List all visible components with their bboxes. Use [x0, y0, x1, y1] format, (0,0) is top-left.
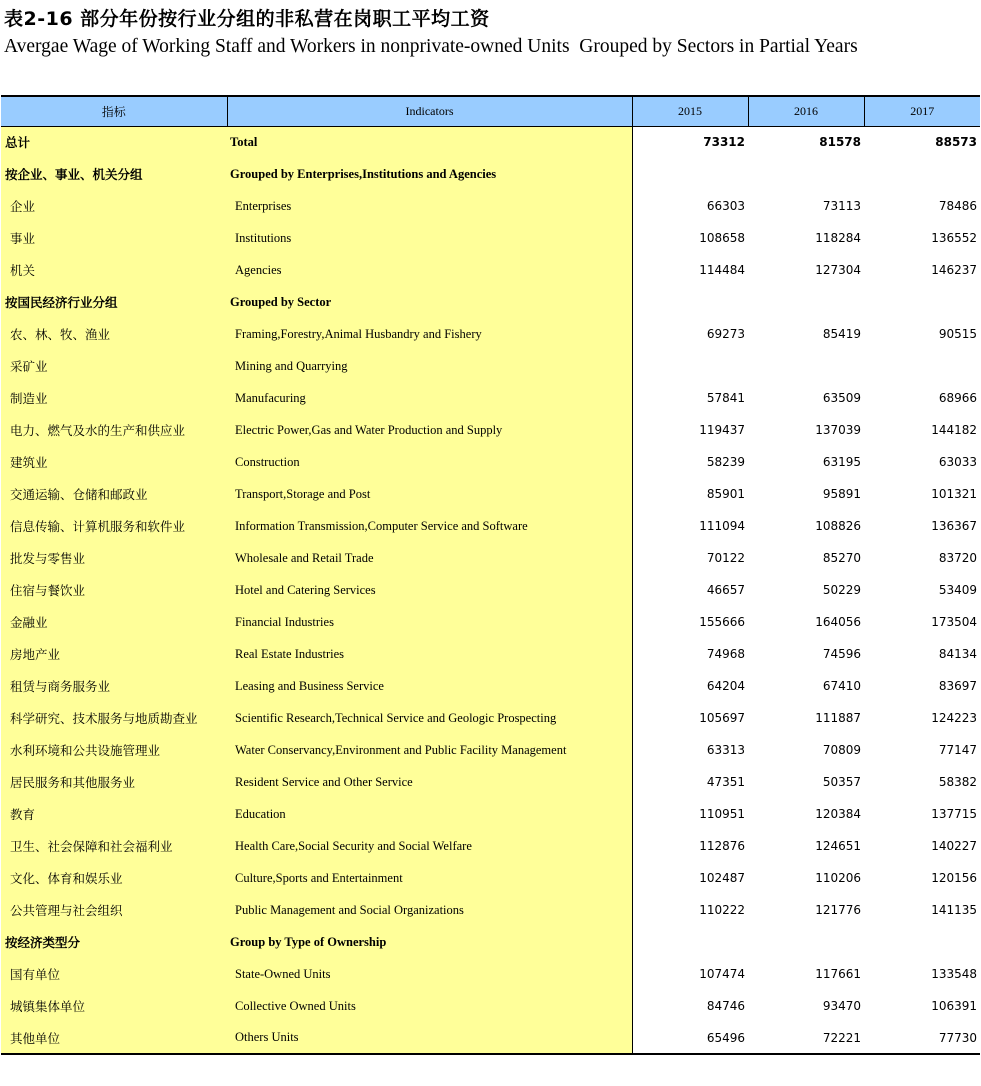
indicator-cn-cell: 水利环境和公共设施管理业: [1, 734, 227, 766]
value-cell-2016: 111887: [815, 711, 861, 725]
indicator-cn-cell: 城镇集体单位: [1, 990, 227, 1022]
value-cell-2015: 107474: [699, 967, 745, 981]
value-cell-2016: 73113: [822, 199, 861, 213]
value-cell-2017: 78486: [938, 199, 977, 213]
indicator-cn-cell: 信息传输、计算机服务和软件业: [1, 510, 227, 542]
table-title-chinese: 表2-16 部分年份按行业分组的非私营在岗职工平均工资: [4, 8, 490, 30]
indicator-cn-cell: 国有单位: [1, 958, 227, 990]
wage-table: [1, 95, 980, 1055]
indicator-en-cell: Institutions: [227, 222, 632, 254]
indicator-en-cell: Grouped by Enterprises,Institutions and Agencies: [227, 158, 632, 190]
header-indicator-cn: 指标: [1, 96, 227, 126]
indicator-en-cell: Others Units: [227, 1022, 632, 1054]
table-body: [1, 126, 980, 1054]
indicator-en-cell: Agencies: [227, 254, 632, 286]
table-row: [1, 670, 980, 702]
value-cell-2017: 84134: [938, 647, 977, 661]
value-cell-2016: 137039: [815, 423, 861, 437]
value-cell-2016: 63509: [822, 391, 861, 405]
value-cell-2016: 67410: [822, 679, 861, 693]
table-row: [1, 990, 980, 1022]
table-row: [1, 958, 980, 990]
indicator-en-cell: Wholesale and Retail Trade: [227, 542, 632, 574]
value-cell-2017: 146237: [931, 263, 977, 277]
table-header: [1, 96, 980, 126]
indicator-cn-cell: 采矿业: [1, 350, 227, 382]
indicator-en-cell: Public Management and Social Organizations: [227, 894, 632, 926]
table-row: [1, 830, 980, 862]
indicator-cn-cell: 卫生、社会保障和社会福利业: [1, 830, 227, 862]
value-cell-2016: 95891: [822, 487, 861, 501]
value-cell-2015: 57841: [706, 391, 745, 405]
value-cell-2016: 127304: [815, 263, 861, 277]
value-cell-2015: 102487: [699, 871, 745, 885]
value-cell-2015: 84746: [706, 999, 745, 1013]
value-cell-2016: 110206: [815, 871, 861, 885]
value-cell-2016: 81578: [819, 135, 861, 150]
indicator-cn-cell: 按经济类型分: [1, 926, 227, 958]
indicator-cn-cell: 总计: [1, 126, 227, 158]
table-row: [1, 478, 980, 510]
indicator-cn-cell: 公共管理与社会组织: [1, 894, 227, 926]
value-cell-2016: [748, 158, 864, 190]
indicator-en-cell: Total: [227, 126, 632, 158]
header-indicator-en: Indicators: [227, 96, 632, 126]
value-cell-2017: 137715: [931, 807, 977, 821]
group-header-row: [1, 158, 980, 190]
indicator-en-cell: Real Estate Industries: [227, 638, 632, 670]
header-row: [1, 96, 980, 126]
table-title-english: Avergae Wage of Working Staff and Workers in nonprivate-owned Units Grouped by Sectors in Partial Years: [4, 36, 858, 57]
value-cell-2016: 63195: [822, 455, 861, 469]
value-cell-2017: 83697: [938, 679, 977, 693]
indicator-en-cell: Hotel and Catering Services: [227, 574, 632, 606]
value-cell-2016: 74596: [822, 647, 861, 661]
value-cell-2017: 90515: [938, 327, 977, 341]
indicator-en-cell: Financial Industries: [227, 606, 632, 638]
value-cell-2016: 93470: [822, 999, 861, 1013]
value-cell-2017: 133548: [931, 967, 977, 981]
indicator-en-cell: Electric Power,Gas and Water Production and Supply: [227, 414, 632, 446]
value-cell-2016: 118284: [815, 231, 861, 245]
value-cell-2015: 63313: [706, 743, 745, 757]
value-cell-2017: [864, 350, 980, 382]
table-row: [1, 382, 980, 414]
indicator-en-cell: Leasing and Business Service: [227, 670, 632, 702]
value-cell-2017: 124223: [931, 711, 977, 725]
indicator-en-cell: Group by Type of Ownership: [227, 926, 632, 958]
value-cell-2017: [864, 158, 980, 190]
header-year-2016: 2016: [748, 96, 864, 126]
indicator-cn-cell: 居民服务和其他服务业: [1, 766, 227, 798]
indicator-en-cell: State-Owned Units: [227, 958, 632, 990]
indicator-en-cell: Resident Service and Other Service: [227, 766, 632, 798]
value-cell-2015: 46657: [706, 583, 745, 597]
header-year-2015: 2015: [632, 96, 748, 126]
value-cell-2016: [748, 286, 864, 318]
value-cell-2017: 77730: [864, 1022, 980, 1054]
total-row: [1, 126, 980, 158]
wage-table-container: [1, 95, 980, 1055]
indicator-cn-cell: 房地产业: [1, 638, 227, 670]
indicator-cn-cell: 事业: [1, 222, 227, 254]
group-header-row: [1, 926, 980, 958]
indicator-cn-cell: 制造业: [1, 382, 227, 414]
value-cell-2016: [748, 926, 864, 958]
table-row: [1, 318, 980, 350]
value-cell-2015: 111094: [699, 519, 745, 533]
value-cell-2015: [632, 350, 748, 382]
value-cell-2017: 136367: [931, 519, 977, 533]
table-row: [1, 766, 980, 798]
value-cell-2017: 77147: [938, 743, 977, 757]
indicator-cn-cell: 其他单位: [1, 1022, 227, 1054]
value-cell-2015: 73312: [703, 135, 745, 150]
value-cell-2015: 66303: [706, 199, 745, 213]
value-cell-2017: 136552: [931, 231, 977, 245]
indicator-en-cell: Construction: [227, 446, 632, 478]
value-cell-2015: 69273: [706, 327, 745, 341]
table-row: [1, 798, 980, 830]
value-cell-2017: 120156: [931, 871, 977, 885]
value-cell-2017: 68966: [938, 391, 977, 405]
indicator-cn-cell: 住宿与餐饮业: [1, 574, 227, 606]
value-cell-2016: 85419: [822, 327, 861, 341]
value-cell-2015: [632, 158, 748, 190]
value-cell-2016: 164056: [815, 615, 861, 629]
indicator-en-cell: Scientific Research,Technical Service and Geologic Prospecting: [227, 702, 632, 734]
value-cell-2016: 108826: [815, 519, 861, 533]
value-cell-2015: 112876: [699, 839, 745, 853]
table-row: [1, 638, 980, 670]
value-cell-2015: 65496: [632, 1022, 748, 1054]
indicator-cn-cell: 教育: [1, 798, 227, 830]
value-cell-2015: 58239: [706, 455, 745, 469]
indicator-cn-cell: 建筑业: [1, 446, 227, 478]
indicator-en-cell: Framing,Forestry,Animal Husbandry and Fishery: [227, 318, 632, 350]
value-cell-2016: 121776: [815, 903, 861, 917]
indicator-en-cell: Information Transmission,Computer Service and Software: [227, 510, 632, 542]
indicator-en-cell: Grouped by Sector: [227, 286, 632, 318]
indicator-cn-cell: 按企业、事业、机关分组: [1, 158, 227, 190]
value-cell-2015: 47351: [706, 775, 745, 789]
indicator-cn-cell: 科学研究、技术服务与地质勘查业: [1, 702, 227, 734]
value-cell-2017: 141135: [931, 903, 977, 917]
value-cell-2015: 110222: [699, 903, 745, 917]
value-cell-2017: 83720: [938, 551, 977, 565]
indicator-en-cell: Culture,Sports and Entertainment: [227, 862, 632, 894]
indicator-en-cell: Collective Owned Units: [227, 990, 632, 1022]
indicator-cn-cell: 租赁与商务服务业: [1, 670, 227, 702]
indicator-cn-cell: 金融业: [1, 606, 227, 638]
table-row: [1, 574, 980, 606]
table-row: [1, 862, 980, 894]
value-cell-2015: 119437: [699, 423, 745, 437]
value-cell-2015: 64204: [706, 679, 745, 693]
indicator-en-cell: Enterprises: [227, 190, 632, 222]
value-cell-2016: 50357: [822, 775, 861, 789]
value-cell-2016: [748, 350, 864, 382]
value-cell-2017: 140227: [931, 839, 977, 853]
value-cell-2015: [632, 926, 748, 958]
value-cell-2015: 105697: [699, 711, 745, 725]
indicator-en-cell: Transport,Storage and Post: [227, 478, 632, 510]
value-cell-2015: 85901: [706, 487, 745, 501]
value-cell-2016: 117661: [815, 967, 861, 981]
table-row: [1, 446, 980, 478]
indicator-cn-cell: 按国民经济行业分组: [1, 286, 227, 318]
value-cell-2015: 114484: [699, 263, 745, 277]
value-cell-2015: 70122: [706, 551, 745, 565]
value-cell-2017: 88573: [935, 135, 977, 150]
value-cell-2015: 74968: [706, 647, 745, 661]
value-cell-2017: 63033: [938, 455, 977, 469]
table-row: [1, 350, 980, 382]
indicator-cn-cell: 文化、体育和娱乐业: [1, 862, 227, 894]
indicator-en-cell: Education: [227, 798, 632, 830]
table-row: [1, 222, 980, 254]
value-cell-2017: 144182: [931, 423, 977, 437]
table-row: [1, 254, 980, 286]
value-cell-2017: 53409: [938, 583, 977, 597]
value-cell-2015: [632, 286, 748, 318]
indicator-cn-cell: 企业: [1, 190, 227, 222]
indicator-cn-cell: 交通运输、仓储和邮政业: [1, 478, 227, 510]
indicator-en-cell: Water Conservancy,Environment and Public Facility Management: [227, 734, 632, 766]
value-cell-2017: [864, 926, 980, 958]
value-cell-2016: 120384: [815, 807, 861, 821]
value-cell-2017: [864, 286, 980, 318]
indicator-en-cell: Manufacuring: [227, 382, 632, 414]
indicator-cn-cell: 批发与零售业: [1, 542, 227, 574]
value-cell-2016: 85270: [822, 551, 861, 565]
table-row: [1, 734, 980, 766]
table-row: [1, 894, 980, 926]
table-row: [1, 510, 980, 542]
group-header-row: [1, 286, 980, 318]
table-row: [1, 702, 980, 734]
value-cell-2015: 155666: [699, 615, 745, 629]
value-cell-2017: 58382: [938, 775, 977, 789]
value-cell-2015: 110951: [699, 807, 745, 821]
indicator-cn-cell: 农、林、牧、渔业: [1, 318, 227, 350]
value-cell-2016: 124651: [815, 839, 861, 853]
indicator-cn-cell: 电力、燃气及水的生产和供应业: [1, 414, 227, 446]
value-cell-2016: 50229: [822, 583, 861, 597]
table-row: [1, 1022, 980, 1054]
indicator-en-cell: Health Care,Social Security and Social Welfare: [227, 830, 632, 862]
value-cell-2017: 106391: [931, 999, 977, 1013]
header-year-2017: 2017: [864, 96, 980, 126]
value-cell-2017: 173504: [931, 615, 977, 629]
value-cell-2015: 108658: [699, 231, 745, 245]
value-cell-2016: 72221: [748, 1022, 864, 1054]
indicator-en-cell: Mining and Quarrying: [227, 350, 632, 382]
table-row: [1, 414, 980, 446]
value-cell-2016: 70809: [822, 743, 861, 757]
table-row: [1, 190, 980, 222]
table-row: [1, 542, 980, 574]
value-cell-2017: 101321: [931, 487, 977, 501]
table-row: [1, 606, 980, 638]
indicator-cn-cell: 机关: [1, 254, 227, 286]
